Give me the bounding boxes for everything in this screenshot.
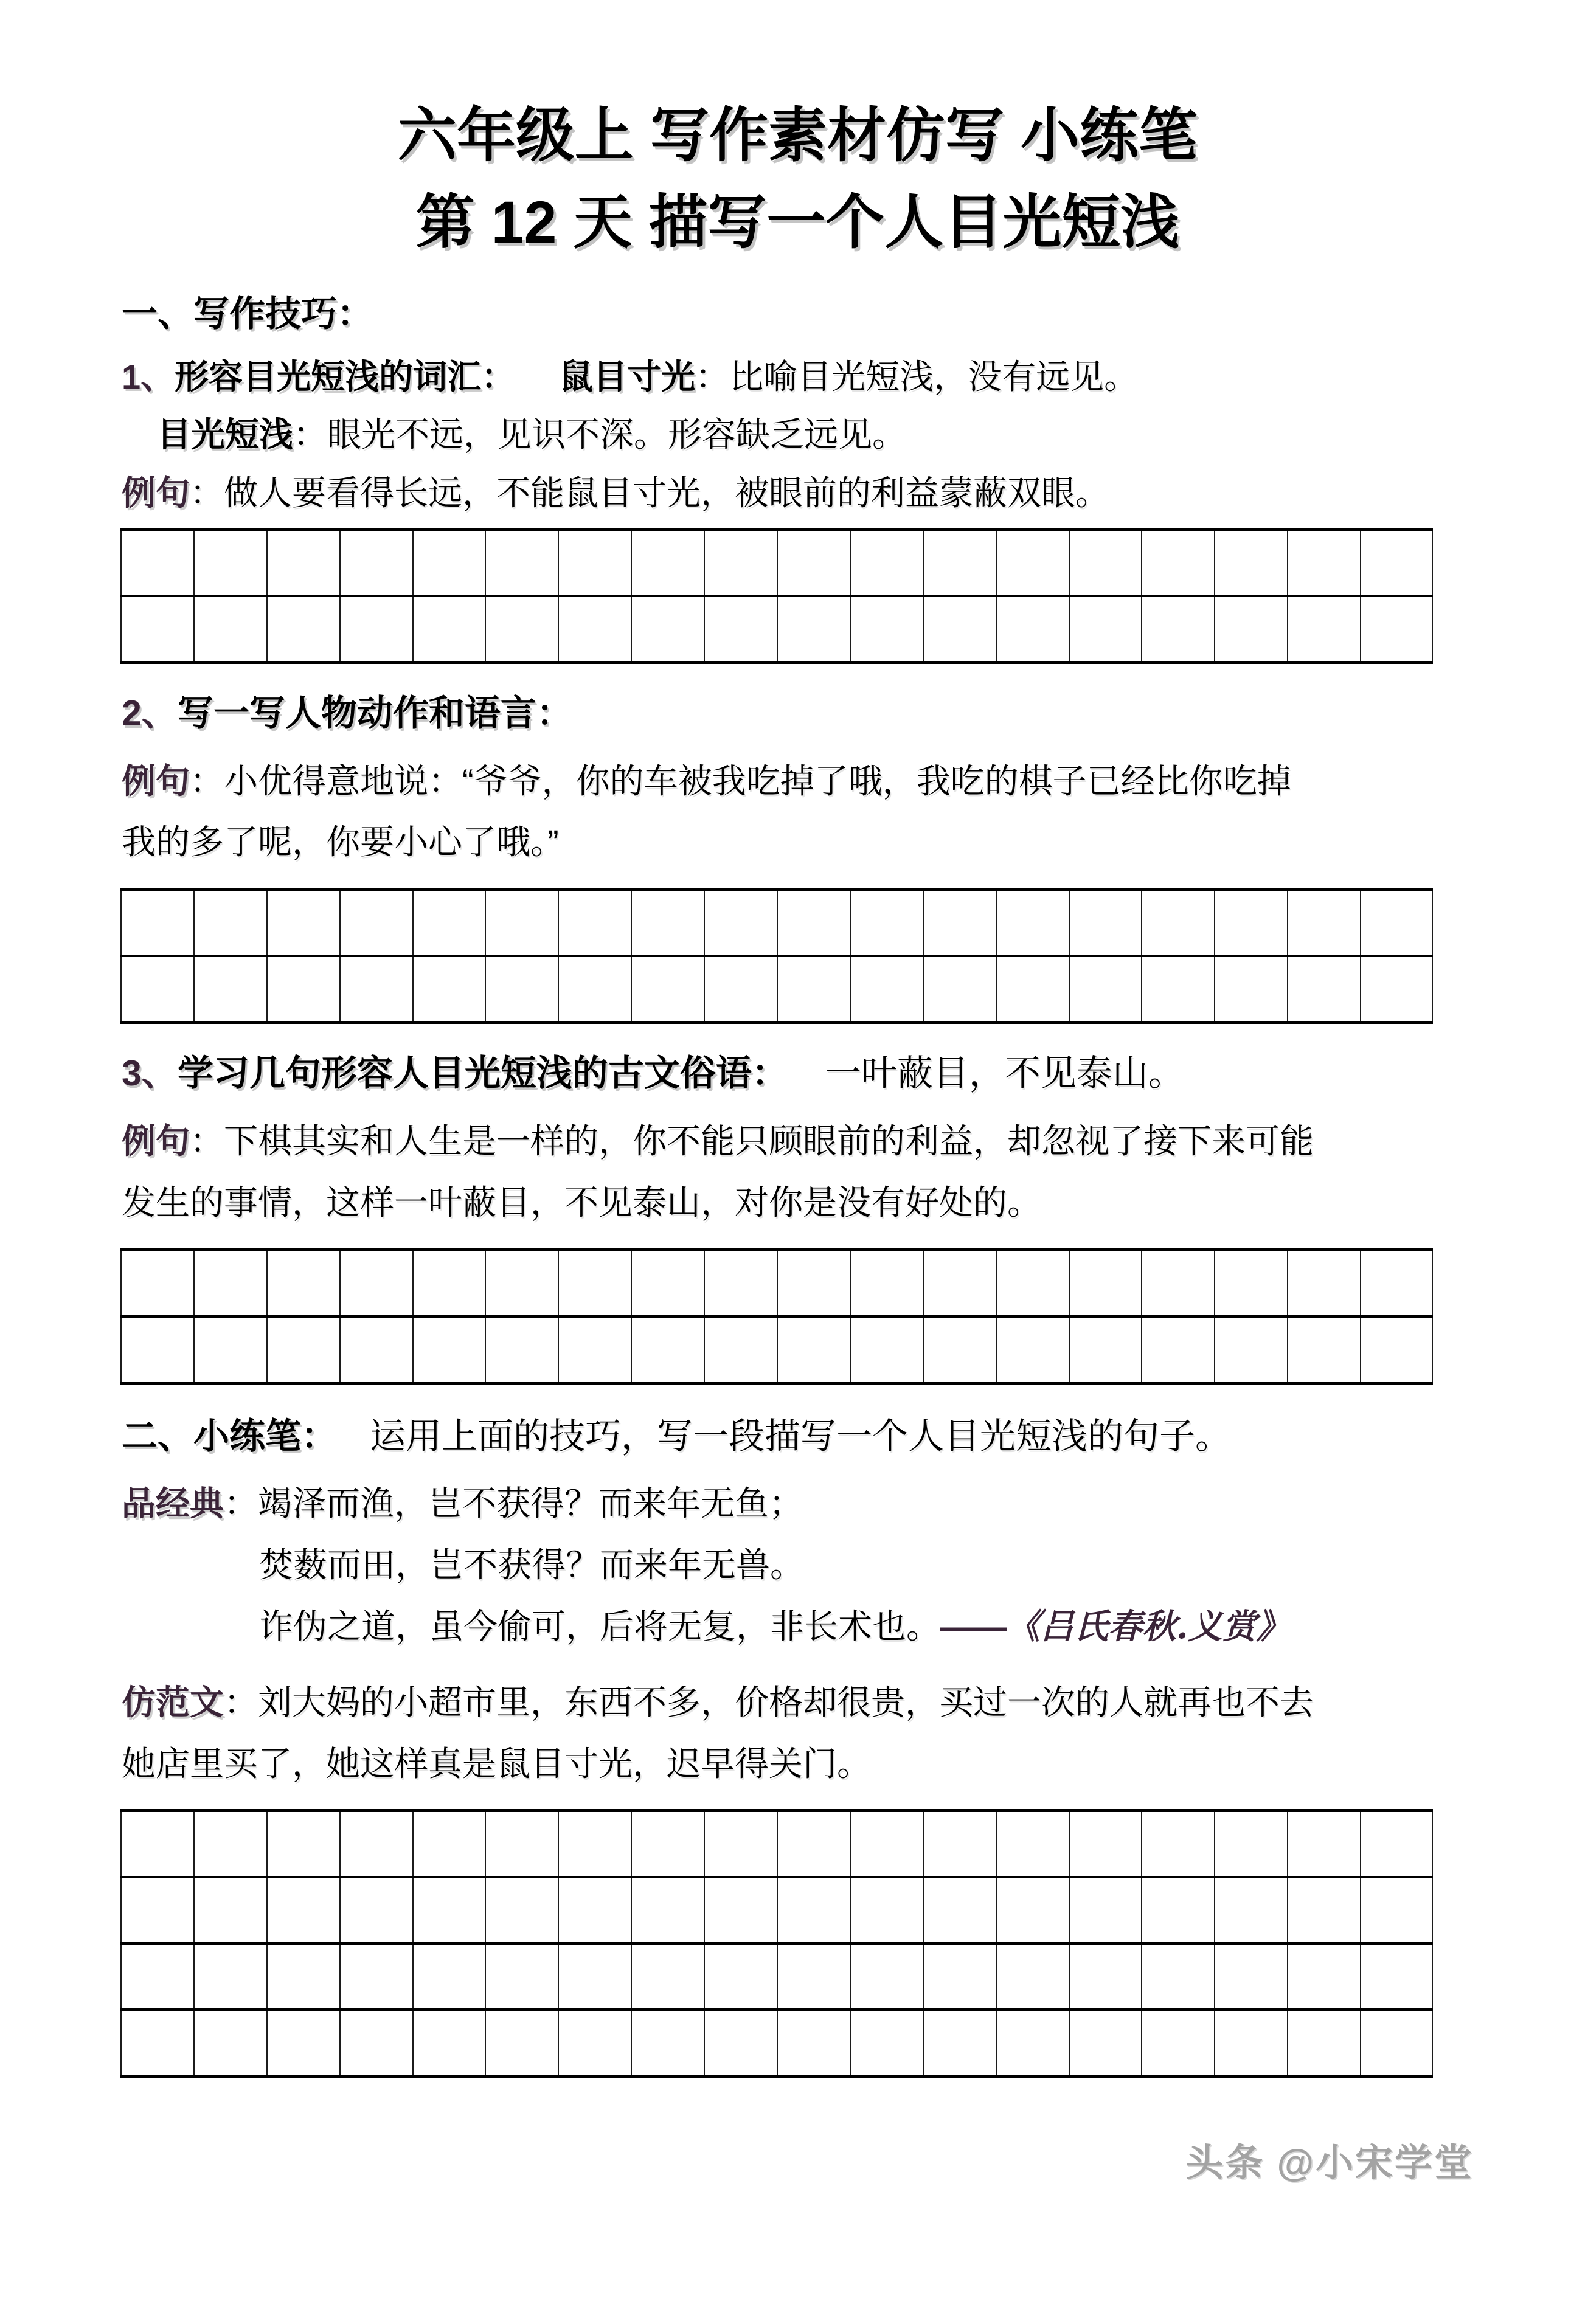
grid-cell [1141, 531, 1214, 595]
grid-cell [1069, 891, 1142, 955]
grid-cell [193, 1318, 266, 1382]
grid-cell [193, 1812, 266, 1876]
grid-cell [412, 1251, 485, 1315]
grid-cell [777, 2011, 850, 2075]
grid-cell [631, 1945, 704, 2008]
grid-cell [1360, 597, 1433, 661]
grid-cell [1214, 597, 1287, 661]
grid-cell [996, 597, 1069, 661]
item3-phrase: 一叶蔽目，不见泰山。 [825, 1053, 1184, 1094]
grid-cell [777, 1812, 850, 1876]
grid-cell [850, 1318, 923, 1382]
grid-cell [558, 957, 631, 1021]
grid-cell [412, 1318, 485, 1382]
grid-cell [1287, 2011, 1360, 2075]
grid-row [120, 891, 1433, 957]
grid-cell [120, 1945, 193, 2008]
grid-cell [1069, 1878, 1142, 1942]
classic-line2: 焚薮而田，岂不获得？而来年无兽。 [259, 1546, 804, 1585]
grid-cell [339, 1812, 412, 1876]
grid-cell [558, 597, 631, 661]
grid-cell [996, 1318, 1069, 1382]
item1-number: 1、 [122, 358, 175, 396]
grid-cell [193, 597, 266, 661]
grid-cell [558, 891, 631, 955]
grid-cell [1287, 1945, 1360, 2008]
grid-cell [1069, 1251, 1142, 1315]
em-dash: —— [940, 1606, 1006, 1645]
grid-cell [339, 2011, 412, 2075]
writing-grid-2 [120, 888, 1433, 1024]
grid-cell [339, 597, 412, 661]
grid-cell [1287, 1812, 1360, 1876]
grid-cell [558, 1251, 631, 1315]
grid-cell [412, 1812, 485, 1876]
grid-cell [412, 957, 485, 1021]
section-heading-writing-skills: 一、写作技巧： [122, 294, 373, 334]
item2-example-line2: 我的多了呢，你要小心了哦。” [122, 823, 559, 862]
classic-source-title: 《吕氏春秋.义赏》 [1006, 1606, 1291, 1647]
example-colon: ： [190, 761, 224, 800]
page-title-line1: 六年级上 写作素材仿写 小练笔 [398, 102, 1198, 168]
grid-cell [777, 957, 850, 1021]
example-label: 例句 [122, 1121, 190, 1160]
model-line1: 仿范文：刘大妈的小超市里，东西不多，价格却很贵，买过一次的人就再也不去 [122, 1682, 1314, 1721]
grid-cell [120, 1318, 193, 1382]
grid-cell [996, 1945, 1069, 2008]
grid-cell [193, 2011, 266, 2075]
grid-cell [777, 531, 850, 595]
grid-cell [704, 531, 777, 595]
grid-cell [923, 1251, 996, 1315]
grid-cell [996, 957, 1069, 1021]
section-heading-practice [122, 1415, 1474, 1458]
grid-cell [266, 891, 339, 955]
grid-cell [996, 2011, 1069, 2075]
item1-title: 形容目光短浅的词汇： [175, 358, 516, 396]
grid-cell [996, 531, 1069, 595]
item1-example-text: 做人要看得长远，不能鼠目寸光，被眼前的利益蒙蔽双眼。 [224, 473, 1109, 512]
grid-cell [850, 891, 923, 955]
grid-cell [120, 2011, 193, 2075]
grid-cell [1069, 957, 1142, 1021]
grid-cell [120, 1878, 193, 1942]
grid-cell [193, 1251, 266, 1315]
grid-cell [120, 531, 193, 595]
item3-title: 学习几句形容人目光短浅的古文俗语： [177, 1053, 788, 1094]
grid-cell [558, 1878, 631, 1942]
grid-cell [1141, 1945, 1214, 2008]
grid-cell [1287, 531, 1360, 595]
example-colon: ： [190, 1121, 224, 1160]
item3-number: 3、 [122, 1053, 178, 1094]
writing-grid-3 [120, 1248, 1433, 1385]
grid-cell [193, 1945, 266, 2008]
writing-grid-4 [120, 1809, 1433, 2078]
model-essay-paragraph [122, 1672, 1474, 1795]
grid-cell [631, 597, 704, 661]
grid-cell [704, 891, 777, 955]
grid-cell [777, 597, 850, 661]
grid-cell [923, 1878, 996, 1942]
grid-cell [923, 597, 996, 661]
grid-cell [1360, 1945, 1433, 2008]
grid-cell [704, 2011, 777, 2075]
grid-cell [339, 1318, 412, 1382]
grid-cell [996, 1878, 1069, 1942]
grid-cell [485, 597, 558, 661]
grid-cell [923, 2011, 996, 2075]
grid-cell [1214, 1878, 1287, 1942]
grid-cell [1360, 2011, 1433, 2075]
grid-cell [120, 891, 193, 955]
grid-cell [631, 2011, 704, 2075]
grid-cell [1214, 1945, 1287, 2008]
grid-cell [1069, 1945, 1142, 2008]
classic-quote-paragraph [122, 1473, 1474, 1657]
grid-cell [1141, 597, 1214, 661]
grid-row [120, 2011, 1433, 2075]
grid-cell [412, 1878, 485, 1942]
grid-cell [1141, 1812, 1214, 1876]
grid-cell [412, 531, 485, 595]
grid-cell [266, 1945, 339, 2008]
grid-cell [631, 891, 704, 955]
grid-cell [1141, 957, 1214, 1021]
grid-cell [120, 1812, 193, 1876]
grid-row [120, 957, 1433, 1021]
grid-cell [631, 1318, 704, 1382]
grid-cell [923, 1812, 996, 1876]
grid-cell [850, 1812, 923, 1876]
grid-cell [193, 891, 266, 955]
page-title-line2: 第 12 天 描写一个人目光短浅 [415, 188, 1180, 255]
item2-heading [122, 692, 1474, 735]
grid-cell [923, 1318, 996, 1382]
grid-cell [558, 1812, 631, 1876]
grid-cell [339, 957, 412, 1021]
grid-cell [1069, 597, 1142, 661]
model-line2: 她店里买了，她这样真是鼠目寸光，迟早得关门。 [122, 1744, 871, 1783]
example-label: 例句 [122, 473, 190, 512]
grid-cell [1069, 1812, 1142, 1876]
grid-cell [1141, 2011, 1214, 2075]
classic-line3: 诈伪之道，虽今偷可，后将无复，非长术也。——《吕氏春秋.义赏》 [259, 1606, 1291, 1647]
grid-cell [850, 957, 923, 1021]
grid-cell [777, 1251, 850, 1315]
term-muguangduanqian: 目光短浅 [157, 415, 293, 454]
grid-cell [1069, 1318, 1142, 1382]
grid-cell [631, 1812, 704, 1876]
grid-cell [266, 2011, 339, 2075]
classic-colon: ： [224, 1484, 258, 1523]
grid-cell [1360, 1812, 1433, 1876]
grid-cell [850, 597, 923, 661]
example-colon: ： [190, 473, 224, 512]
grid-cell [193, 957, 266, 1021]
grid-cell [1069, 531, 1142, 595]
grid-row [120, 1878, 1433, 1945]
grid-cell [704, 1812, 777, 1876]
grid-cell [558, 531, 631, 595]
classic-line1: 品经典：竭泽而渔，岂不获得？而来年无鱼； [122, 1484, 803, 1523]
grid-cell [485, 1945, 558, 2008]
grid-cell [631, 957, 704, 1021]
grid-cell [1214, 1318, 1287, 1382]
grid-cell [704, 1318, 777, 1382]
item2-example-line1: 例句：小优得意地说：“爷爷，你的车被我吃掉了哦，我吃的棋子已经比你吃掉 [122, 761, 1291, 800]
grid-cell [558, 1318, 631, 1382]
grid-cell [850, 2011, 923, 2075]
grid-cell [339, 891, 412, 955]
item2-example-paragraph [122, 751, 1474, 874]
item3-heading [122, 1052, 1474, 1095]
grid-cell [120, 957, 193, 1021]
grid-cell [412, 597, 485, 661]
grid-cell [1287, 891, 1360, 955]
grid-cell [996, 891, 1069, 955]
grid-row [120, 1812, 1433, 1878]
grid-cell [1287, 1878, 1360, 1942]
grid-cell [1069, 2011, 1142, 2075]
grid-cell [1141, 1878, 1214, 1942]
grid-cell [266, 1812, 339, 1876]
example-label: 例句 [122, 761, 190, 800]
item2-title: 写一写人物动作和语言： [177, 693, 572, 733]
grid-cell [1141, 1251, 1214, 1315]
grid-cell [412, 2011, 485, 2075]
grid-cell [1360, 1251, 1433, 1315]
grid-cell [996, 1812, 1069, 1876]
grid-cell [193, 531, 266, 595]
grid-cell [266, 1318, 339, 1382]
grid-cell [996, 1251, 1069, 1315]
grid-cell [193, 1878, 266, 1942]
grid-row [120, 1945, 1433, 2011]
grid-cell [1360, 1318, 1433, 1382]
grid-cell [777, 1878, 850, 1942]
grid-cell [1141, 1318, 1214, 1382]
term-shumucunguang-definition: ：比喻目光短浅，没有远见。 [695, 358, 1139, 396]
worksheet-page [0, 103, 1571, 2324]
grid-cell [339, 531, 412, 595]
grid-cell [850, 1251, 923, 1315]
grid-cell [1287, 597, 1360, 661]
term-shumucunguang: 鼠目寸光 [559, 358, 696, 396]
item1-term2-line [122, 414, 1474, 455]
grid-cell [704, 1878, 777, 1942]
grid-cell [1360, 957, 1433, 1021]
grid-cell [1287, 957, 1360, 1021]
grid-cell [1287, 1251, 1360, 1315]
grid-cell [1287, 1318, 1360, 1382]
grid-cell [339, 1251, 412, 1315]
practice-heading: 二、小练笔： [122, 1416, 338, 1456]
grid-cell [558, 1945, 631, 2008]
grid-cell [266, 1251, 339, 1315]
grid-cell [1214, 957, 1287, 1021]
grid-cell [850, 531, 923, 595]
practice-instruction: 运用上面的技巧，写一段描写一个人目光短浅的句子。 [370, 1416, 1232, 1456]
grid-cell [1214, 1812, 1287, 1876]
item3-example-line1: 例句：下棋其实和人生是一样的，你不能只顾眼前的利益，却忽视了接下来可能 [122, 1121, 1314, 1160]
grid-cell [704, 957, 777, 1021]
classic-label: 品经典 [122, 1484, 224, 1523]
grid-cell [1141, 891, 1214, 955]
grid-row [120, 531, 1433, 597]
grid-cell [485, 1812, 558, 1876]
model-label: 仿范文 [122, 1682, 224, 1721]
grid-cell [266, 597, 339, 661]
grid-cell [923, 531, 996, 595]
grid-cell [631, 531, 704, 595]
grid-cell [485, 957, 558, 1021]
grid-cell [485, 1878, 558, 1942]
grid-cell [485, 1318, 558, 1382]
grid-cell [1214, 531, 1287, 595]
grid-cell [1360, 1878, 1433, 1942]
grid-cell [850, 1945, 923, 2008]
grid-cell [704, 1945, 777, 2008]
item3-example-line2: 发生的事情，这样一叶蔽目，不见泰山，对你是没有好处的。 [122, 1183, 1041, 1222]
grid-cell [850, 1878, 923, 1942]
grid-cell [777, 1945, 850, 2008]
grid-row [120, 597, 1433, 661]
grid-cell [631, 1878, 704, 1942]
grid-row [120, 1251, 1433, 1318]
grid-cell [339, 1878, 412, 1942]
grid-cell [266, 957, 339, 1021]
grid-cell [412, 1945, 485, 2008]
term-muguangduanqian-definition: ：眼光不远，见识不深。形容缺乏远见。 [293, 415, 906, 454]
item3-example-paragraph [122, 1111, 1474, 1234]
grid-cell [923, 1945, 996, 2008]
grid-cell [704, 1251, 777, 1315]
grid-cell [412, 891, 485, 955]
grid-cell [923, 891, 996, 955]
writing-grid-1 [120, 528, 1433, 664]
grid-cell [120, 597, 193, 661]
grid-cell [266, 531, 339, 595]
grid-cell [120, 1251, 193, 1315]
grid-cell [704, 597, 777, 661]
grid-row [120, 1318, 1433, 1382]
grid-cell [558, 2011, 631, 2075]
item1-vocabulary-line [122, 356, 1474, 397]
grid-cell [485, 531, 558, 595]
grid-cell [266, 1878, 339, 1942]
grid-cell [1360, 531, 1433, 595]
model-colon: ： [224, 1682, 258, 1721]
grid-cell [1214, 891, 1287, 955]
grid-cell [485, 1251, 558, 1315]
grid-cell [485, 2011, 558, 2075]
item2-number: 2、 [122, 693, 178, 733]
grid-cell [777, 891, 850, 955]
item1-example-line [122, 472, 1474, 513]
grid-cell [1214, 1251, 1287, 1315]
grid-cell [631, 1251, 704, 1315]
grid-cell [1360, 891, 1433, 955]
grid-cell [1214, 2011, 1287, 2075]
grid-cell [339, 1945, 412, 2008]
grid-cell [777, 1318, 850, 1382]
grid-cell [923, 957, 996, 1021]
toutiao-watermark: 头条 @小宋学堂 [1185, 2142, 1474, 2185]
grid-cell [485, 891, 558, 955]
